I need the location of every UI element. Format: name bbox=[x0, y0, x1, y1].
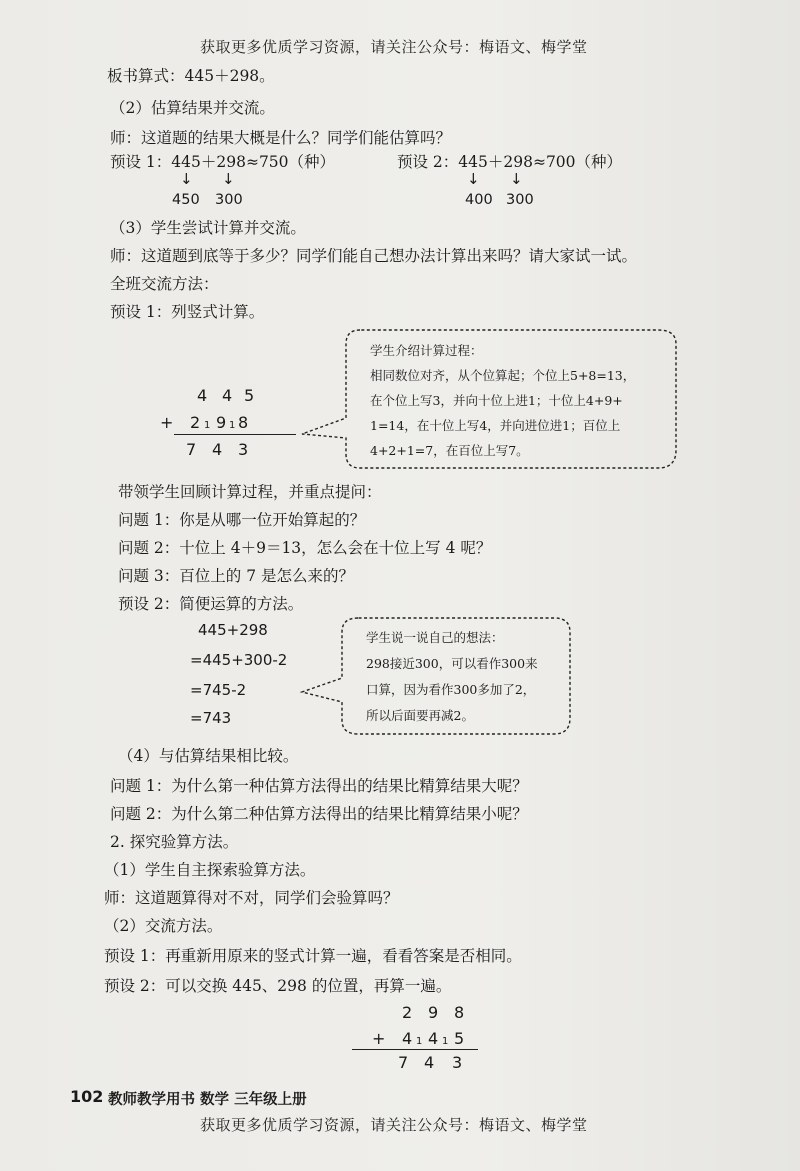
digit: 3 bbox=[452, 1053, 463, 1072]
check-method-heading: 2. 探究验算方法。 bbox=[110, 833, 239, 851]
preset1-estimate: 预设 1：445＋298≈750（种） bbox=[110, 153, 336, 171]
simplify-step: =743 bbox=[190, 709, 232, 727]
digit: 4 bbox=[424, 1053, 435, 1072]
digit: 4 bbox=[197, 386, 208, 405]
digit: 9 bbox=[428, 1003, 439, 1022]
preset2-simplify: 预设 2：简便运算的方法。 bbox=[118, 595, 304, 613]
carry-digit: 1 bbox=[442, 1036, 449, 1047]
bubble1-line: 1=14，在十位上写4，并向进位进1；百位上 bbox=[370, 418, 621, 433]
bubble2-line: 口算，因为看作300多加了2， bbox=[366, 682, 536, 697]
bubble1-line: 在个位上写3，并向十位上进1；十位上4+9+ bbox=[370, 393, 623, 408]
review-instruction: 带领学生回顾计算过程，并重点提问： bbox=[118, 483, 382, 501]
question-2: 问题 2：十位上 4＋9＝13，怎么会在十位上写 4 呢？ bbox=[118, 539, 492, 557]
simplify-step: =745-2 bbox=[190, 681, 247, 699]
digit: 2 bbox=[402, 1003, 413, 1022]
digit: 7 bbox=[186, 440, 197, 459]
carry-digit: 1 bbox=[416, 1036, 423, 1047]
self-explore-heading: （1）学生自主探索验算方法。 bbox=[104, 861, 316, 879]
step-estimate-heading: （2）估算结果并交流。 bbox=[110, 99, 275, 117]
compare-question-2: 问题 2：为什么第二种估算方法得出的结果比精算结果小呢？ bbox=[110, 805, 528, 823]
teacher-question-calc: 师：这道题到底等于多少？同学们能自己想办法计算出来吗？请大家试一试。 bbox=[110, 247, 638, 265]
digit: 4 bbox=[212, 440, 223, 459]
arrow-icon: ↓ bbox=[510, 170, 523, 188]
carry-digit: 1 bbox=[204, 420, 211, 431]
plus-sign: + bbox=[160, 413, 174, 432]
question-3: 问题 3：百位上的 7 是怎么来的？ bbox=[118, 567, 355, 585]
digit: 8 bbox=[238, 413, 249, 432]
exchange-heading: （2）交流方法。 bbox=[104, 917, 223, 935]
digit: 4 bbox=[402, 1029, 413, 1048]
estimate-value: 300 bbox=[506, 192, 534, 208]
watermark-bottom: 获取更多优质学习资源，请关注公众号：梅语文、梅学堂 bbox=[200, 1116, 588, 1134]
plus-sign: + bbox=[372, 1029, 386, 1048]
compare-question-1: 问题 1：为什么第一种估算方法得出的结果比精算结果大呢？ bbox=[110, 777, 528, 795]
estimate-value: 400 bbox=[465, 192, 493, 208]
arrow-icon: ↓ bbox=[222, 170, 235, 188]
simplify-step: 445+298 bbox=[198, 621, 268, 639]
estimate-value: 450 bbox=[172, 192, 200, 208]
digit: 7 bbox=[398, 1053, 409, 1072]
bubble1-line: 相同数位对齐，从个位算起；个位上5+8=13， bbox=[370, 368, 636, 383]
digit: 5 bbox=[454, 1029, 465, 1048]
preset2-estimate: 预设 2：445＋298≈700（种） bbox=[397, 153, 623, 171]
sum-line bbox=[352, 1049, 478, 1050]
sum-line bbox=[174, 434, 296, 435]
digit: 4 bbox=[428, 1029, 439, 1048]
bubble2-line: 学生说一说自己的想法： bbox=[366, 630, 504, 645]
carry-digit: 1 bbox=[229, 420, 236, 431]
check-preset-2: 预设 2：可以交换 445、298 的位置，再算一遍。 bbox=[104, 977, 452, 995]
teacher-question-check: 师：这道题算得对不对，同学们会验算吗？ bbox=[104, 889, 399, 907]
bubble2-line: 所以后面要再减2。 bbox=[366, 708, 474, 723]
compare-heading: （4）与估算结果相比较。 bbox=[118, 747, 299, 765]
watermark-top: 获取更多优质学习资源，请关注公众号：梅语文、梅学堂 bbox=[200, 38, 588, 56]
arrow-icon: ↓ bbox=[180, 170, 193, 188]
arrow-icon: ↓ bbox=[467, 170, 480, 188]
digit: 4 bbox=[222, 386, 233, 405]
book-title: 教师教学用书 数学 三年级上册 bbox=[108, 1091, 307, 1108]
board-expression: 板书算式：445＋298。 bbox=[107, 67, 275, 85]
digit: 9 bbox=[216, 413, 227, 432]
digit: 5 bbox=[244, 386, 255, 405]
estimate-value: 300 bbox=[215, 192, 243, 208]
digit: 3 bbox=[238, 440, 249, 459]
page-number: 102 bbox=[70, 1087, 104, 1106]
preset1-vertical: 预设 1：列竖式计算。 bbox=[110, 303, 265, 321]
step-try-heading: （3）学生尝试计算并交流。 bbox=[110, 219, 306, 237]
bubble1-line: 学生介绍计算过程： bbox=[370, 343, 483, 358]
digit: 8 bbox=[454, 1003, 465, 1022]
bubble2-line: 298接近300，可以看作300来 bbox=[366, 656, 538, 671]
bubble1-line: 4+2+1=7，在百位上写7。 bbox=[370, 443, 529, 458]
teacher-question-estimate: 师：这道题的结果大概是什么？同学们能估算吗？ bbox=[110, 129, 452, 147]
digit: 2 bbox=[190, 413, 201, 432]
class-methods-heading: 全班交流方法： bbox=[110, 275, 219, 293]
simplify-step: =445+300-2 bbox=[190, 651, 288, 669]
check-preset-1: 预设 1：再重新用原来的竖式计算一遍，看看答案是否相同。 bbox=[104, 947, 522, 965]
question-1: 问题 1：你是从哪一位开始算起的？ bbox=[118, 511, 366, 529]
